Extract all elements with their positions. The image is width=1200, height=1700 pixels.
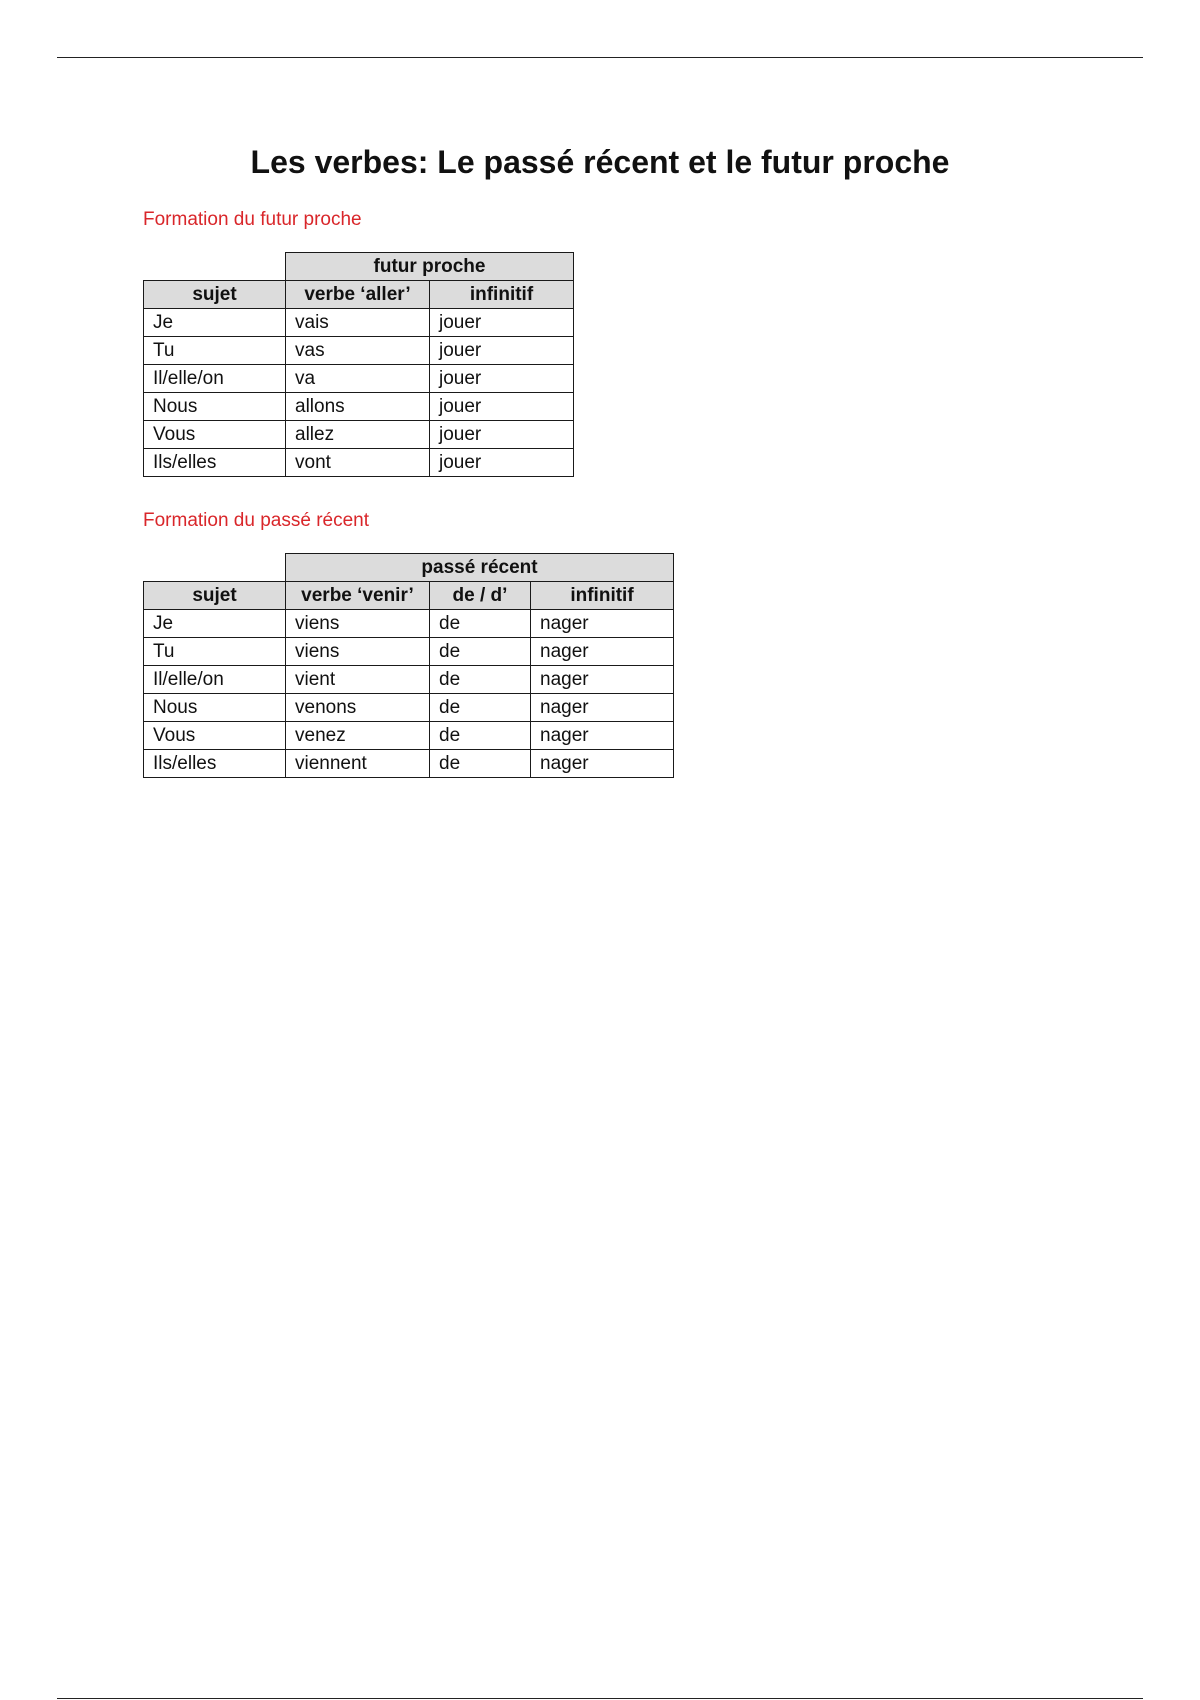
verb-cell: viens xyxy=(286,610,430,638)
blank-cell xyxy=(144,554,286,582)
infinitive-cell: jouer xyxy=(430,449,574,477)
verb-cell: viens xyxy=(286,638,430,666)
column-header: verbe ‘aller’ xyxy=(286,281,430,309)
column-header: de / d’ xyxy=(430,582,531,610)
page-title: Les verbes: Le passé récent et le futur proche xyxy=(250,144,950,180)
futur-proche-heading: Formation du futur proche xyxy=(143,209,362,230)
subject-cell: Je xyxy=(144,309,286,337)
subject-cell: Il/elle/on xyxy=(144,365,286,393)
subject-cell: Nous xyxy=(144,694,286,722)
verb-cell: venez xyxy=(286,722,430,750)
table-row xyxy=(144,666,674,694)
group-header-cell: passé récent xyxy=(286,554,674,582)
infinitive-cell: jouer xyxy=(430,421,574,449)
subject-cell: Je xyxy=(144,610,286,638)
table-row xyxy=(144,421,574,449)
table-row xyxy=(144,309,574,337)
preposition-cell: de xyxy=(430,666,531,694)
group-header-row xyxy=(144,554,674,582)
preposition-cell: de xyxy=(430,694,531,722)
verb-cell: vais xyxy=(286,309,430,337)
bottom-rule xyxy=(57,1698,1143,1699)
infinitive-cell: nager xyxy=(531,666,674,694)
verb-cell: allez xyxy=(286,421,430,449)
passe-recent-heading: Formation du passé récent xyxy=(143,510,370,531)
group-header-row xyxy=(144,253,574,281)
column-header: infinitif xyxy=(531,582,674,610)
column-header: sujet xyxy=(144,281,286,309)
subject-cell: Nous xyxy=(144,393,286,421)
verb-cell: venons xyxy=(286,694,430,722)
table-row xyxy=(144,750,674,778)
infinitive-cell: nager xyxy=(531,610,674,638)
infinitive-cell: nager xyxy=(531,694,674,722)
infinitive-cell: jouer xyxy=(430,393,574,421)
verb-cell: allons xyxy=(286,393,430,421)
table-row xyxy=(144,694,674,722)
infinitive-cell: jouer xyxy=(430,309,574,337)
table-row xyxy=(144,365,574,393)
preposition-cell: de xyxy=(430,750,531,778)
infinitive-cell: jouer xyxy=(430,365,574,393)
blank-cell xyxy=(144,253,286,281)
group-header-cell: futur proche xyxy=(286,253,574,281)
column-header-row xyxy=(144,582,674,610)
table-row xyxy=(144,337,574,365)
infinitive-cell: nager xyxy=(531,638,674,666)
subject-cell: Vous xyxy=(144,421,286,449)
futur-proche-table xyxy=(143,252,574,477)
top-rule xyxy=(57,57,1143,58)
table-row xyxy=(144,722,674,750)
column-header: verbe ‘venir’ xyxy=(286,582,430,610)
infinitive-cell: nager xyxy=(531,750,674,778)
verb-cell: vont xyxy=(286,449,430,477)
verb-cell: vient xyxy=(286,666,430,694)
table-row xyxy=(144,638,674,666)
subject-cell: Vous xyxy=(144,722,286,750)
table-row xyxy=(144,393,574,421)
verb-cell: va xyxy=(286,365,430,393)
preposition-cell: de xyxy=(430,722,531,750)
preposition-cell: de xyxy=(430,638,531,666)
subject-cell: Tu xyxy=(144,337,286,365)
subject-cell: Tu xyxy=(144,638,286,666)
subject-cell: Ils/elles xyxy=(144,449,286,477)
column-header: sujet xyxy=(144,582,286,610)
infinitive-cell: jouer xyxy=(430,337,574,365)
table-row xyxy=(144,449,574,477)
subject-cell: Il/elle/on xyxy=(144,666,286,694)
preposition-cell: de xyxy=(430,610,531,638)
verb-cell: viennent xyxy=(286,750,430,778)
subject-cell: Ils/elles xyxy=(144,750,286,778)
column-header: infinitif xyxy=(430,281,574,309)
passe-recent-table xyxy=(143,553,674,778)
table-row xyxy=(144,610,674,638)
column-header-row xyxy=(144,281,574,309)
infinitive-cell: nager xyxy=(531,722,674,750)
verb-cell: vas xyxy=(286,337,430,365)
